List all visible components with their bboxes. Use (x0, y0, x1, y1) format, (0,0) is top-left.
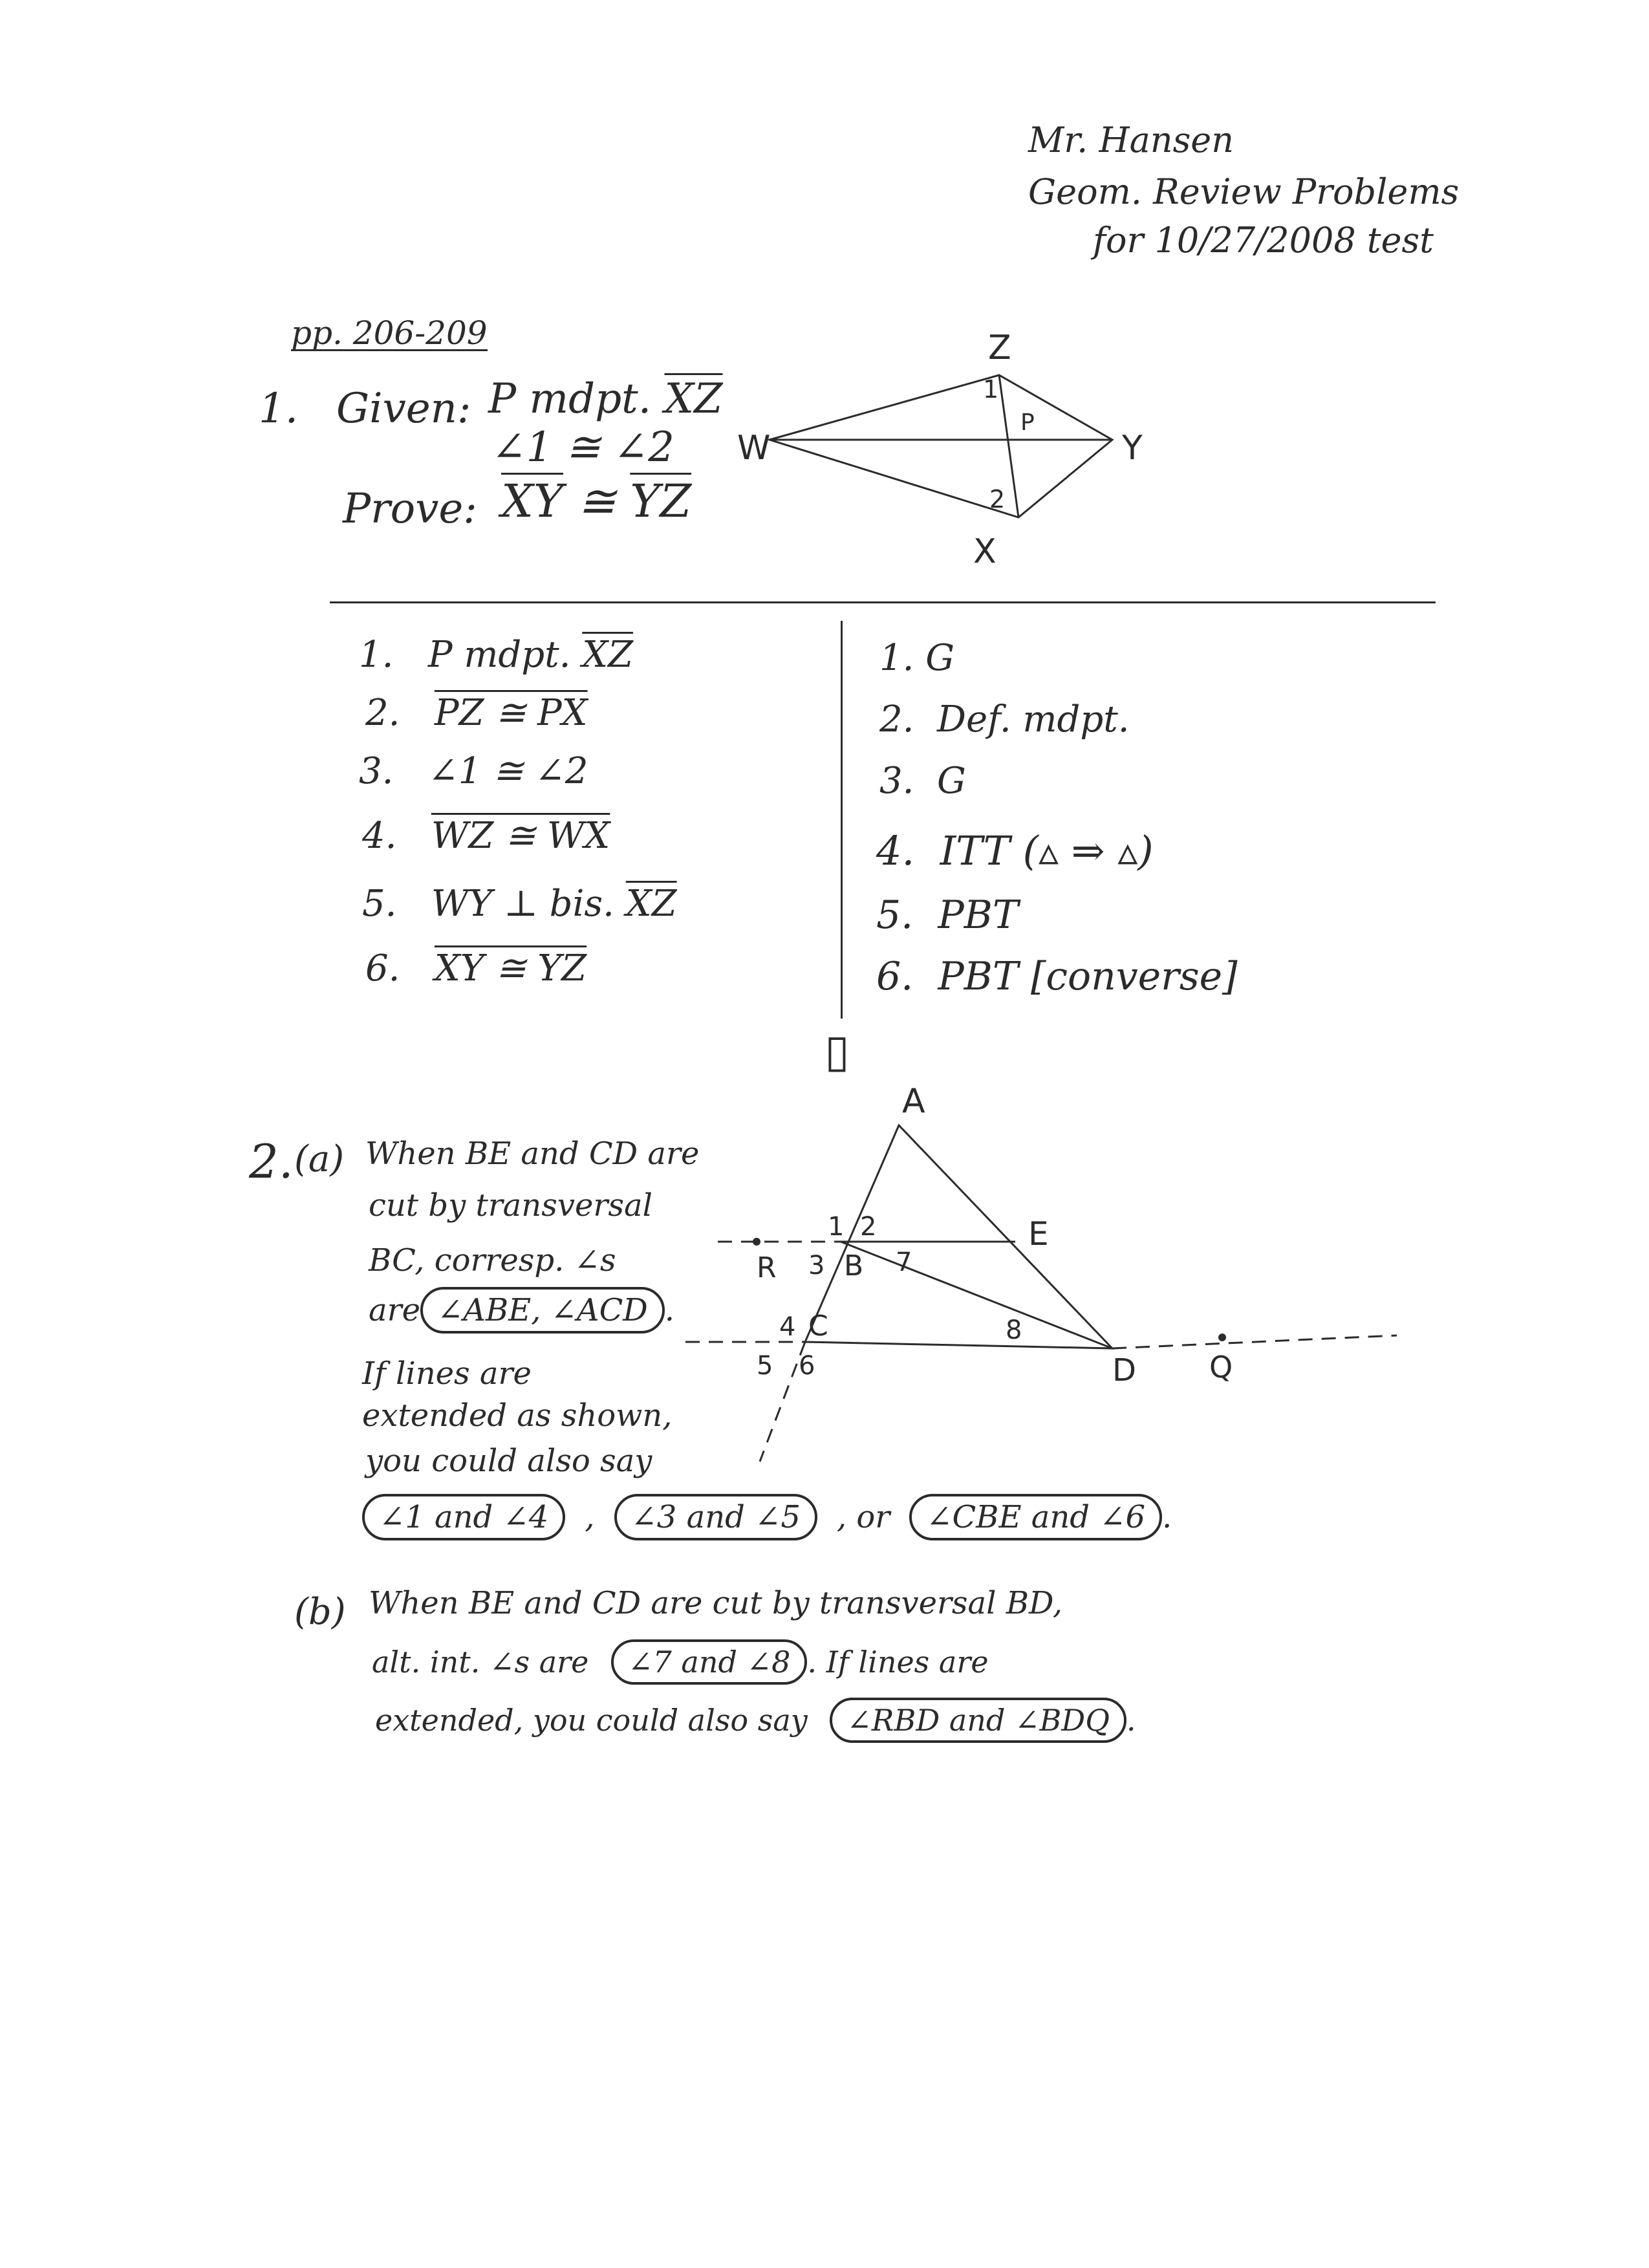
part-a-line3: BC, corresp. ∠s (369, 1242, 616, 1279)
fig-label-d: D (1112, 1352, 1136, 1388)
reason-text: ITT (▵ ⇒ ▵) (940, 827, 1154, 874)
fig-angle-6: 6 (799, 1351, 815, 1381)
reason-row (876, 827, 1154, 874)
proof-divider (841, 621, 843, 1019)
reason-row (879, 637, 954, 679)
statement-row (362, 883, 677, 925)
reason-row (876, 954, 1238, 999)
statement-text: XY ≅ YZ (434, 947, 587, 989)
prove-seg-b: $\overline{YZ}$ (630, 475, 692, 528)
part-a-line4-post: . (664, 1292, 675, 1328)
given-1-text: P mdpt. (488, 375, 652, 423)
fig-angle-4: 4 (779, 1312, 796, 1342)
qed-symbol: ▯ (824, 1024, 850, 1077)
answer-oval-corresp: ∠ABE, ∠ACD (420, 1287, 665, 1334)
part-b-line3-pre: extended, you could also say (375, 1703, 808, 1738)
answer-oval-3-5: ∠3 and ∠5 (614, 1494, 817, 1540)
reason-text: PBT [converse] (938, 954, 1238, 999)
statement-text: P mdpt. (427, 634, 571, 676)
fig-angle-3: 3 (808, 1251, 825, 1280)
statement-num: 1. (359, 634, 394, 676)
reason-row (879, 760, 966, 802)
reason-text: G (937, 760, 966, 802)
reason-num: 5. (876, 892, 914, 938)
statement-row (362, 815, 610, 857)
given-label: Given: (336, 385, 471, 433)
statement-num: 2. (365, 692, 400, 734)
prove-label: Prove: (343, 485, 477, 533)
part-a-line1: When BE and CD are (365, 1136, 700, 1172)
part-b-line1: When BE and CD are cut by transversal BD, (369, 1585, 1063, 1621)
answer-oval-7-8: ∠7 and ∠8 (611, 1639, 807, 1685)
part-a-comma1: , (585, 1499, 595, 1535)
part-b-label: (b) (294, 1591, 346, 1633)
statement-num: 5. (362, 883, 397, 925)
page-reference: pp. 206-209 (291, 314, 488, 352)
part-a-answers (362, 1494, 1172, 1540)
prove-statement (501, 475, 692, 528)
point-q-dot (1218, 1334, 1226, 1341)
statement-row (365, 692, 588, 734)
given-1-segment: $\overline{XZ}$ (664, 375, 723, 423)
part-a-line7: you could also say (365, 1443, 652, 1479)
kite-label-y: Y (1122, 429, 1143, 468)
fig-label-e: E (1028, 1215, 1049, 1253)
part-b-line2-post: . If lines are (807, 1645, 989, 1679)
fig-label-b: B (844, 1249, 864, 1282)
fig-angle-1: 1 (828, 1212, 845, 1242)
kite-label-z: Z (988, 329, 1011, 367)
part-a-line2: cut by transversal (369, 1187, 652, 1224)
part-a-comma2: , or (836, 1499, 890, 1535)
given-1 (488, 375, 723, 423)
problem1-number: 1. (259, 385, 299, 433)
test-date: for 10/27/2008 test (1093, 220, 1434, 261)
statement-seg: $\overline{XZ}$ (625, 883, 677, 925)
reason-num: 2. (879, 698, 914, 740)
given-2: ∠1 ≅ ∠2 (491, 424, 674, 471)
course-title: Geom. Review Problems (1028, 171, 1460, 212)
statement-text: WY ⊥ bis. (431, 883, 614, 925)
fig-label-r: R (757, 1251, 777, 1284)
reason-num: 4. (876, 827, 915, 874)
kite-angle-2: 2 (989, 485, 1006, 513)
fig-angle-8: 8 (1006, 1315, 1022, 1345)
reason-text: Def. mdpt. (937, 698, 1130, 740)
reason-row (876, 892, 1018, 938)
part-a-line4 (369, 1287, 674, 1334)
statement-text: WZ ≅ WX (431, 815, 610, 857)
fig-angle-5: 5 (757, 1351, 773, 1381)
statement-text: ∠1 ≅ ∠2 (427, 750, 588, 792)
part-a-line5: If lines are (362, 1355, 532, 1392)
statement-row (359, 634, 634, 676)
part-b-line2 (372, 1639, 989, 1685)
prove-seg-a: $\overline{XY}$ (501, 475, 564, 528)
part-a-line4-pre: are (369, 1292, 420, 1328)
reason-text: PBT (938, 892, 1018, 938)
kite-label-p: P (1020, 409, 1035, 436)
part-a-line6: extended as shown, (362, 1398, 673, 1434)
statement-row (365, 947, 587, 989)
reason-num: 6. (876, 954, 914, 999)
kite-label-x: X (973, 532, 997, 571)
fig-angle-2: 2 (860, 1212, 877, 1242)
teacher-name: Mr. Hansen (1028, 120, 1234, 160)
proof-top-rule (330, 601, 1436, 603)
reason-row (879, 698, 1130, 740)
part-b-line2-pre: alt. int. ∠s are (372, 1645, 589, 1679)
answer-oval-1-4: ∠1 and ∠4 (362, 1494, 565, 1540)
point-r-dot (753, 1238, 760, 1246)
answer-oval-rbd-bdq: ∠RBD and ∠BDQ (830, 1698, 1126, 1743)
kite-angle-1: 1 (983, 375, 999, 404)
problem2-number: 2. (249, 1134, 294, 1189)
part-a-label: (a) (294, 1138, 345, 1180)
part-a-end: . (1162, 1499, 1172, 1535)
answer-oval-cbe-6: ∠CBE and ∠6 (909, 1494, 1162, 1540)
part-b-line3 (375, 1698, 1136, 1743)
fig-label-q: Q (1209, 1350, 1233, 1385)
kite-label-w: W (737, 429, 771, 468)
statement-num: 4. (362, 815, 397, 857)
statement-num: 3. (359, 750, 394, 792)
statement-seg: $\overline{XZ}$ (582, 634, 634, 676)
fig-label-c: C (808, 1310, 828, 1343)
statement-num: 6. (365, 947, 400, 989)
statement-text: PZ ≅ PX (434, 692, 588, 734)
reason-num: 3. (879, 760, 914, 802)
fig-angle-7: 7 (896, 1247, 912, 1277)
reason-text: G (925, 637, 954, 679)
fig-label-a: A (902, 1082, 925, 1121)
prove-rel: ≅ (577, 475, 616, 528)
statement-row (359, 750, 588, 792)
part-b-end: . (1126, 1703, 1136, 1738)
reason-num: 1. (879, 637, 914, 679)
